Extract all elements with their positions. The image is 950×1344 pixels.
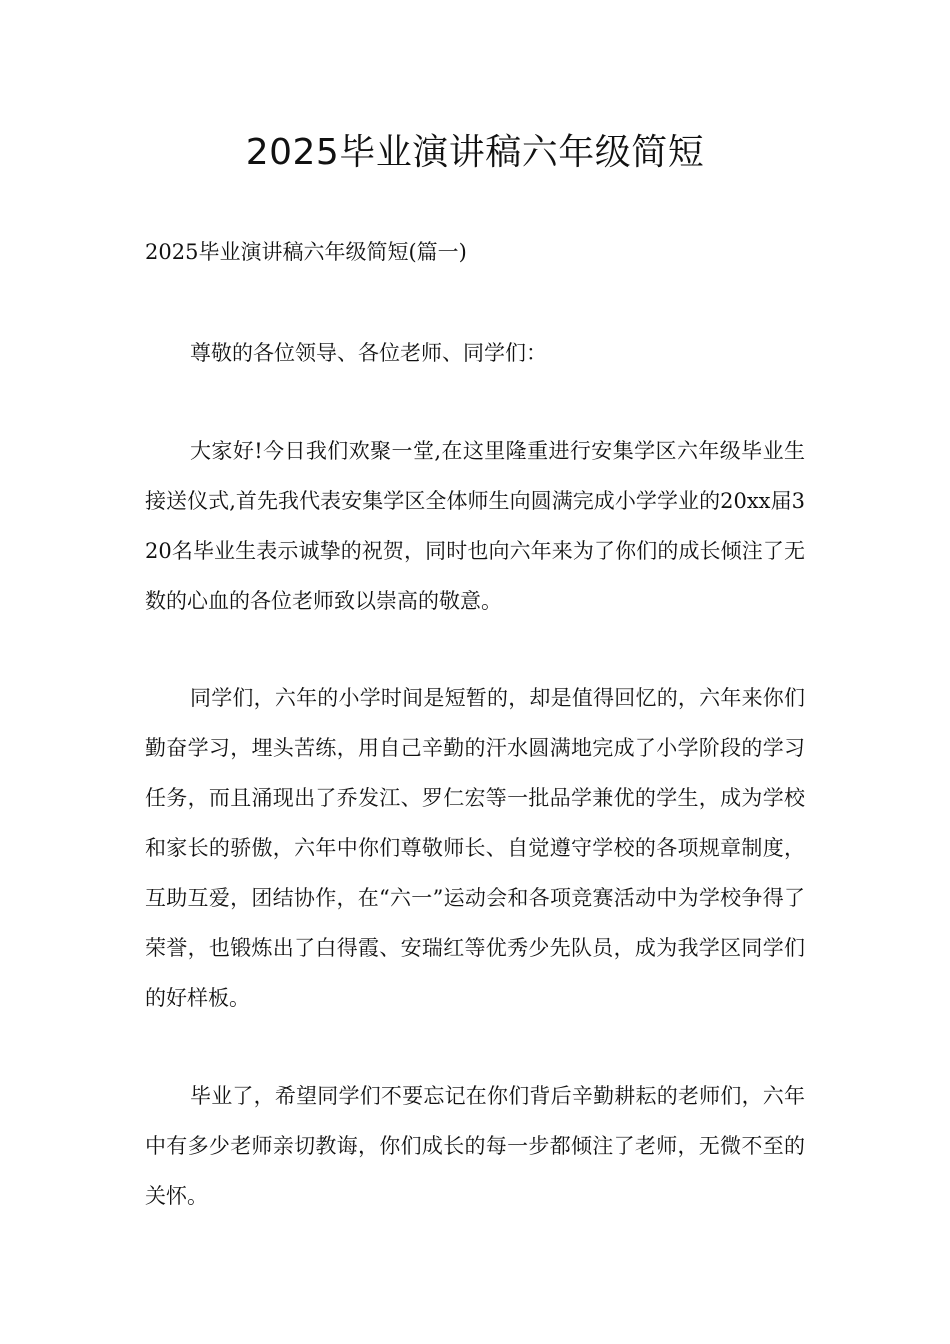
body-paragraph-1: 大家好!今日我们欢聚一堂,在这里隆重进行安集学区六年级毕业生接送仪式,首先我代表安集学区全体师生向圆满完成小学学业的20xx届320名毕业生表示诚挚的祝贺，同时也向六年来为了你们的成长倾注了无数的心血的各位老师致以崇高的敬意。 (145, 439, 805, 613)
document-subtitle: 2025毕业演讲稿六年级简短(篇一) (145, 240, 467, 264)
document-title: 2025毕业演讲稿六年级简短 (245, 132, 705, 173)
greeting-paragraph: 尊敬的各位领导、各位老师、同学们： (190, 341, 547, 365)
body-paragraph-2: 同学们，六年的小学时间是短暂的，却是值得回忆的，六年来你们勤奋学习，埋头苦练，用自己辛勤的汗水圆满地完成了小学阶段的学习任务，而且涌现出了乔发江、罗仁宏等一批品学兼优的学生，成为学校和家长的骄傲，六年中你们尊敬师长、自觉遵守学校的各项规章制度，互助互爱，团结协作，在“六一”运动会和各项竞赛活动中为学校争得了荣誉，也锻炼出了白得霞、安瑞红等优秀少先队员，成为我学区同学们的好样板。 (145, 686, 805, 1010)
body-paragraph-3: 毕业了，希望同学们不要忘记在你们背后辛勤耕耘的老师们，六年中有多少老师亲切教诲，你们成长的每一步都倾注了老师，无微不至的关怀。 (145, 1084, 805, 1208)
